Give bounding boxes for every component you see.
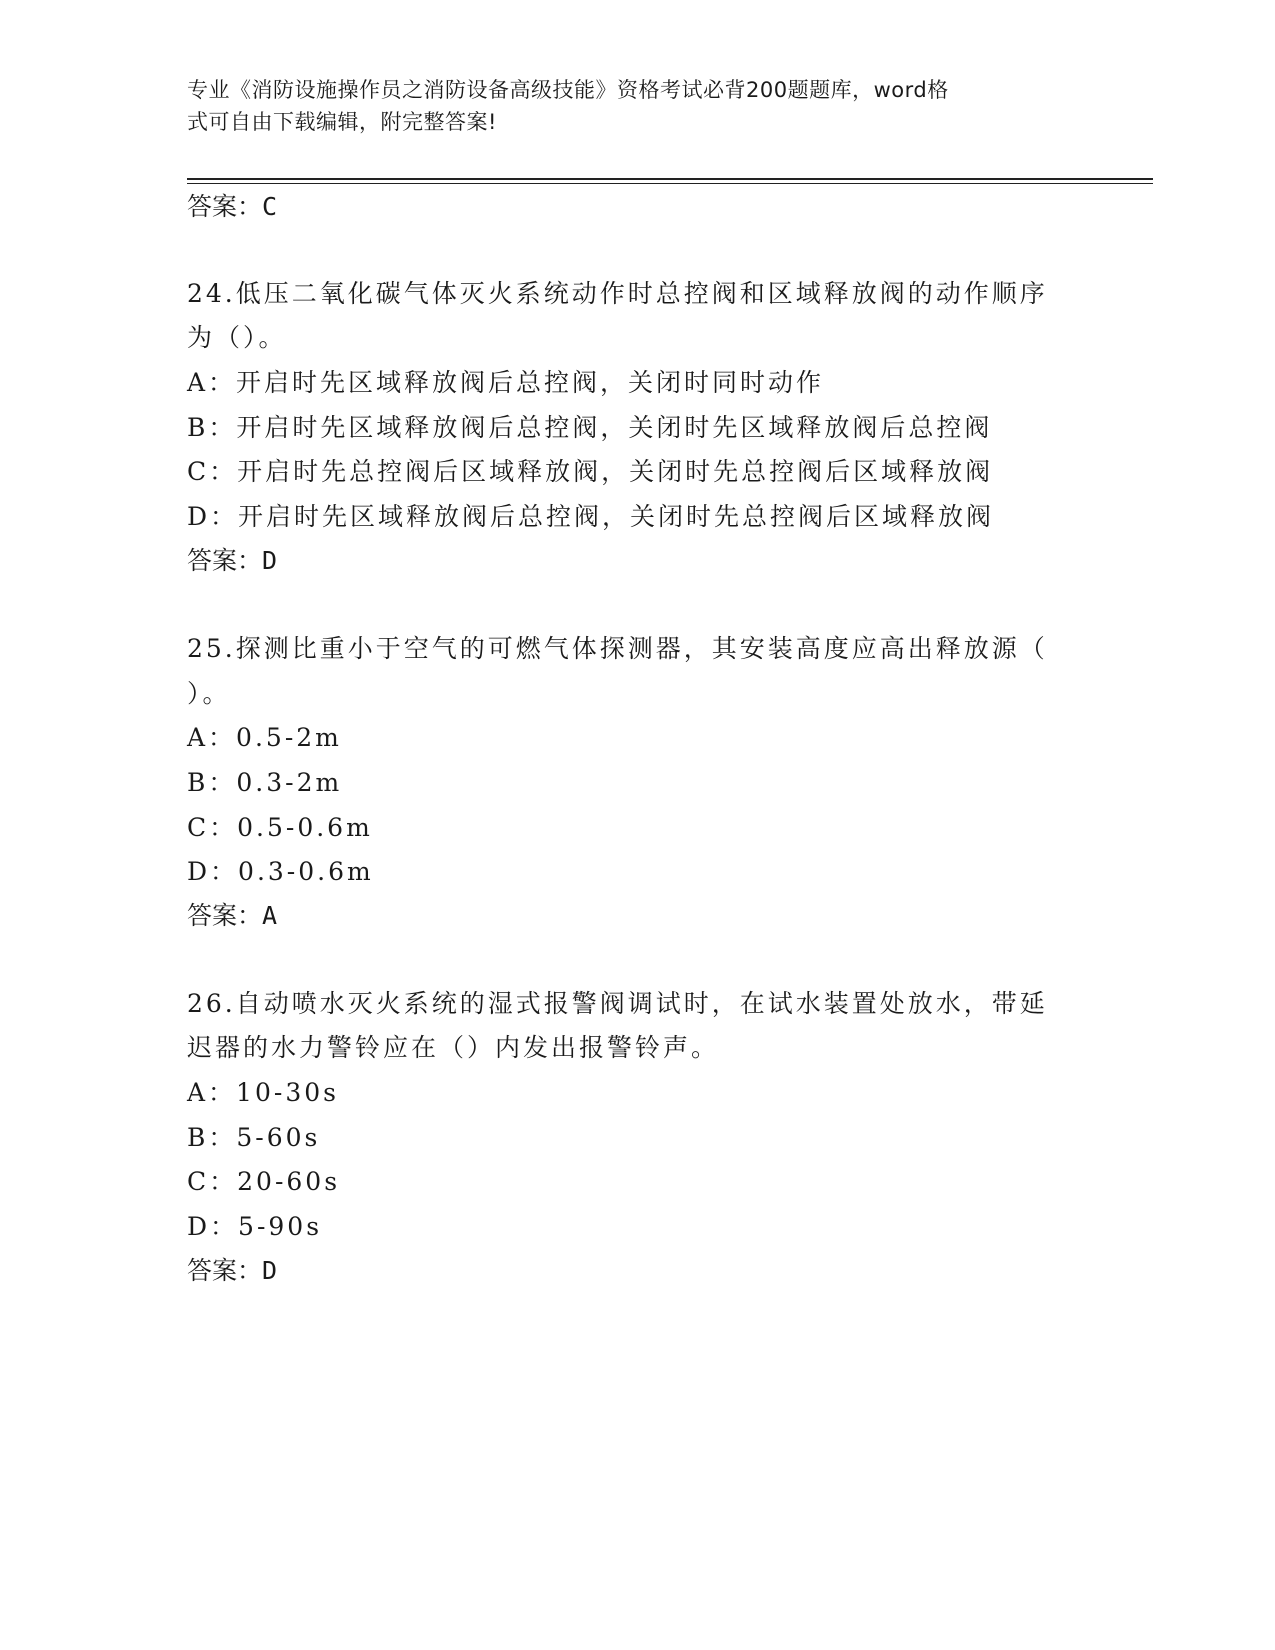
- header-line-2: 式可自由下载编辑，附完整答案!: [187, 110, 497, 134]
- option-d: D：5-90s: [187, 1212, 323, 1241]
- question-stem-line-1: 24.低压二氧化碳气体灭火系统动作时总控阀和区域释放阀的动作顺序: [187, 279, 1048, 308]
- header-rule-thin: [187, 183, 1153, 184]
- option-a: A：开启时先区域释放阀后总控阀，关闭时同时动作: [187, 368, 825, 397]
- question-stem-line-1: 25.探测比重小于空气的可燃气体探测器，其安装高度应高出释放源（: [187, 634, 1048, 663]
- header-line-1: 专业《消防设施操作员之消防设备高级技能》资格考试必背200题题库，word格: [187, 78, 949, 102]
- answer-label: 答案：: [187, 901, 263, 930]
- question-stem-line-2: 迟器的水力警铃应在（）内发出报警铃声。: [187, 1033, 720, 1062]
- option-b: B：5-60s: [187, 1123, 321, 1152]
- previous-answer: [187, 189, 277, 225]
- question-answer: [187, 898, 277, 934]
- option-c: C：20-60s: [187, 1167, 341, 1196]
- question-stem-line-1: 26.自动喷水灭火系统的湿式报警阀调试时，在试水装置处放水，带延: [187, 989, 1048, 1018]
- question-stem-line-2: 为（）。: [187, 323, 287, 352]
- answer-value: D: [262, 1256, 278, 1285]
- header-rule-thick: [187, 178, 1153, 180]
- option-c: C：0.5-0.6m: [187, 813, 373, 842]
- option-d: D：0.3-0.6m: [187, 857, 374, 886]
- answer-value: C: [262, 192, 278, 221]
- answer-label: 答案：: [187, 546, 263, 575]
- option-b: B：开启时先区域释放阀后总控阀，关闭时先区域释放阀后总控阀: [187, 413, 993, 442]
- answer-label: 答案：: [187, 192, 263, 221]
- document-header: [187, 74, 1077, 138]
- option-a: A：10-30s: [187, 1078, 339, 1107]
- answer-value: D: [262, 546, 278, 575]
- option-d: D：开启时先区域释放阀后总控阀，关闭时先总控阀后区域释放阀: [187, 502, 995, 531]
- option-c: C：开启时先总控阀后区域释放阀，关闭时先总控阀后区域释放阀: [187, 457, 994, 486]
- answer-label: 答案：: [187, 1256, 263, 1285]
- option-b: B：0.3-2m: [187, 768, 343, 797]
- answer-value: A: [262, 901, 278, 930]
- question-answer: [187, 1253, 277, 1289]
- question-stem-line-2: ）。: [187, 679, 231, 708]
- option-a: A：0.5-2m: [187, 723, 342, 752]
- question-answer: [187, 543, 277, 579]
